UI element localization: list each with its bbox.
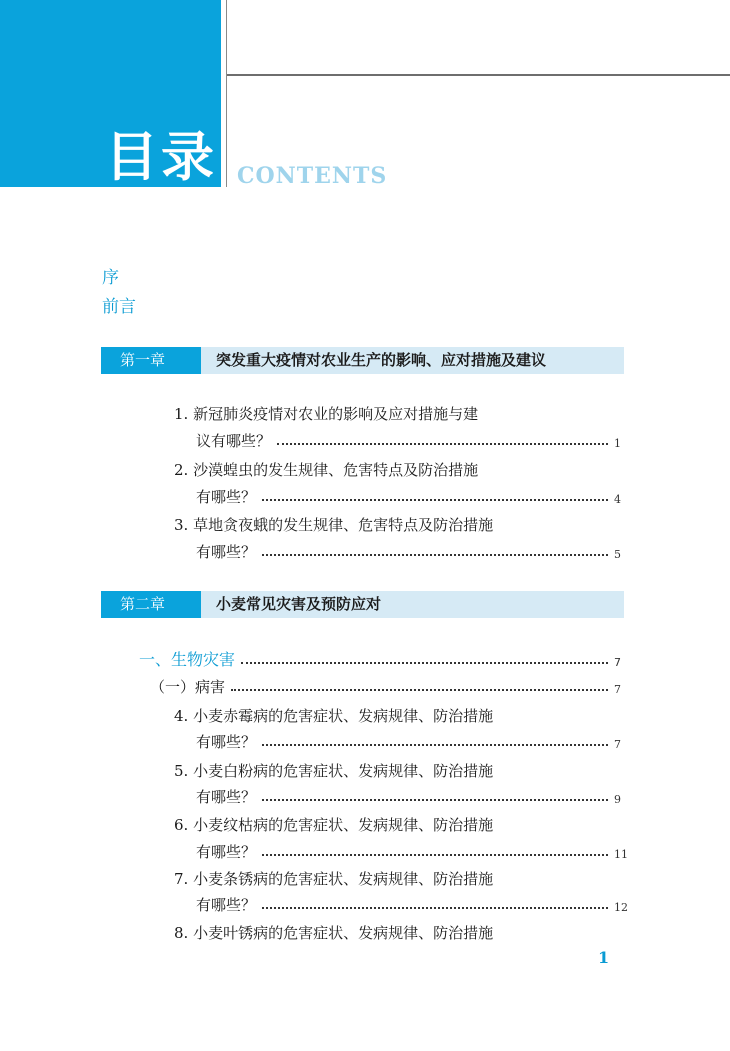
leader-dots bbox=[231, 689, 608, 691]
header-horizontal-rule bbox=[227, 74, 730, 76]
chapter-arrow-icon bbox=[189, 591, 201, 617]
page-subtitle: CONTENTS bbox=[237, 163, 388, 189]
toc-page-number: 5 bbox=[614, 548, 621, 561]
toc-page-number: 1 bbox=[614, 437, 621, 450]
chapter-band-1 bbox=[101, 347, 624, 374]
toc-page-number: 7 bbox=[614, 656, 621, 669]
toc-page-number: 12 bbox=[614, 901, 628, 914]
toc-section-biological[interactable]: 一、生物灾害 7 bbox=[139, 650, 628, 670]
toc-entry-3-line2[interactable]: 有哪些？ 5 bbox=[196, 542, 628, 562]
toc-entry-7-line1[interactable]: 7. 小麦条锈病的危害症状、发病规律、防治措施 bbox=[174, 870, 494, 888]
toc-entry-1-line1[interactable]: 1. 新冠肺炎疫情对农业的影响及应对措施与建 bbox=[174, 405, 479, 423]
toc-entry-6-line1[interactable]: 6. 小麦纹枯病的危害症状、发病规律、防治措施 bbox=[174, 816, 494, 834]
toc-page-number: 9 bbox=[614, 793, 621, 806]
toc-entry-5-line2[interactable]: 有哪些？ 9 bbox=[196, 787, 628, 807]
chapter-title-2[interactable]: 小麦常见灾害及预防应对 bbox=[216, 595, 382, 613]
toc-subsection-disease[interactable]: （一）病害 7 bbox=[150, 677, 628, 697]
leader-dots bbox=[241, 662, 608, 664]
leader-dots bbox=[262, 907, 608, 909]
page-title: 目录 bbox=[105, 127, 217, 188]
leader-dots bbox=[262, 554, 608, 556]
header-vertical-rule bbox=[226, 0, 227, 187]
leader-dots bbox=[277, 443, 608, 445]
leader-dots bbox=[262, 799, 608, 801]
toc-entry-6-line2[interactable]: 有哪些？ 11 bbox=[196, 842, 628, 862]
toc-entry-1-line2[interactable]: 议有哪些？ 1 bbox=[196, 431, 628, 451]
leader-dots bbox=[262, 854, 608, 856]
leader-dots bbox=[262, 744, 608, 746]
toc-entry-8-line1[interactable]: 8. 小麦叶锈病的危害症状、发病规律、防治措施 bbox=[174, 924, 494, 942]
toc-page-number: 11 bbox=[614, 848, 628, 861]
toc-page-number: 4 bbox=[614, 493, 621, 506]
toc-entry-4-line1[interactable]: 4. 小麦赤霉病的危害症状、发病规律、防治措施 bbox=[174, 707, 494, 725]
toc-entry-2-line1[interactable]: 2. 沙漠蝗虫的发生规律、危害特点及防治措施 bbox=[174, 461, 479, 479]
toc-entry-3-line1[interactable]: 3. 草地贪夜蛾的发生规律、危害特点及防治措施 bbox=[174, 516, 494, 534]
toc-foreword[interactable]: 前言 bbox=[102, 297, 136, 317]
page-number: 1 bbox=[598, 948, 610, 967]
chapter-band-2 bbox=[101, 591, 624, 618]
toc-page-number: 7 bbox=[614, 683, 621, 696]
toc-entry-4-line2[interactable]: 有哪些？ 7 bbox=[196, 732, 628, 752]
toc-entry-7-line2[interactable]: 有哪些？ 12 bbox=[196, 895, 628, 915]
leader-dots bbox=[262, 499, 608, 501]
toc-entry-5-line1[interactable]: 5. 小麦白粉病的危害症状、发病规律、防治措施 bbox=[174, 762, 494, 780]
chapter-tag-1: 第一章 bbox=[101, 347, 201, 374]
toc-page-number: 7 bbox=[614, 738, 621, 751]
chapter-title-1[interactable]: 突发重大疫情对农业生产的影响、应对措施及建议 bbox=[216, 351, 547, 369]
toc-preface[interactable]: 序 bbox=[102, 268, 119, 288]
chapter-arrow-icon bbox=[189, 347, 201, 373]
chapter-tag-2: 第二章 bbox=[101, 591, 201, 618]
toc-entry-2-line2[interactable]: 有哪些？ 4 bbox=[196, 487, 628, 507]
